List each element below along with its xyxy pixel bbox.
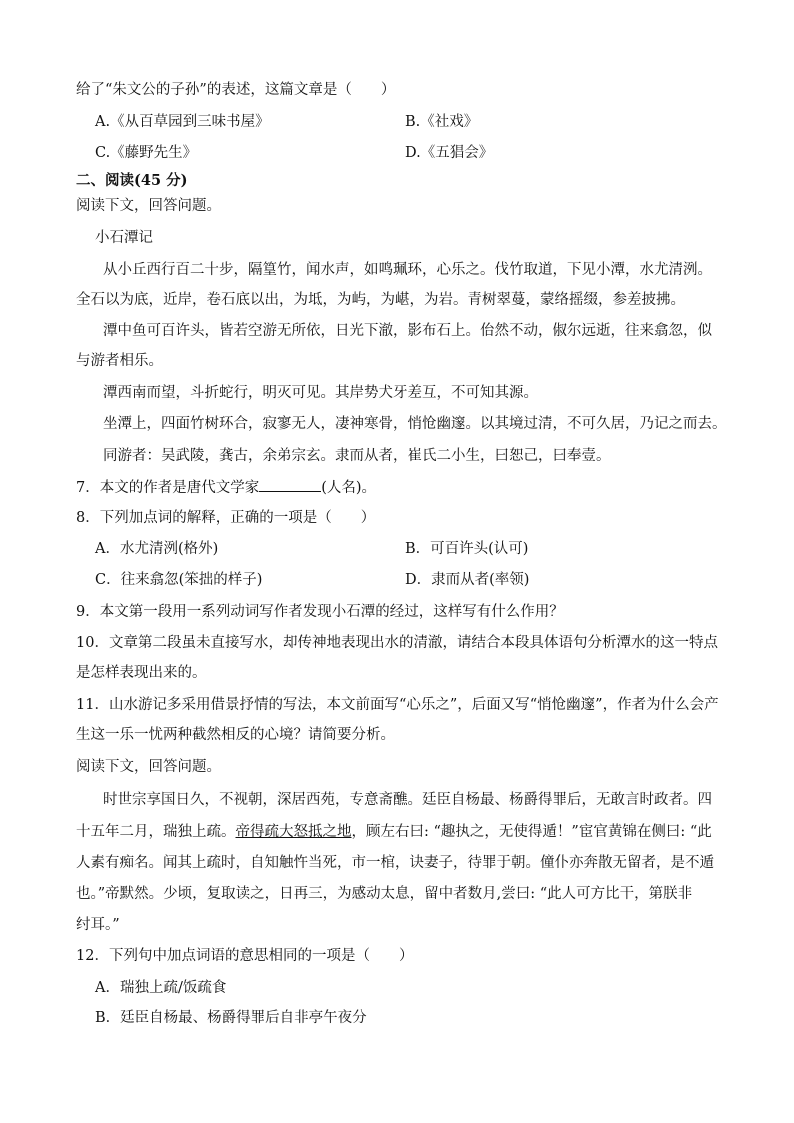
passage-p3: 潭西南而望，斗折蛇行，明灭可见。其岸势犬牙差互，不可知其源。 xyxy=(103,385,538,401)
q6-option-d: D.《五猖会》 xyxy=(405,145,494,161)
q12-stem: 12．下列句中加点词语的意思相同的一项是（ ） xyxy=(76,948,414,964)
underlined-sentence: 帝得疏大怒抵之地 xyxy=(235,824,352,840)
passage2-line1: 时世宗享国日久，不视朝，深居西苑，专意斋醮。廷臣自杨最、杨爵得罪后，无敢言时政者。四 xyxy=(103,792,712,808)
q8-option-d: D．隶而从者(率领) xyxy=(405,572,530,588)
passage2-line3: 人素有痴名。闻其上疏时，自知触忤当死，市一棺，诀妻子，待罪于朝。僮仆亦奔散无留者，是不遁 xyxy=(76,855,714,871)
passage-p1-line2: 全石以为底，近岸，卷石底以出，为坻，为屿，为嵁，为岩。青树翠蔓，蒙络摇缀，参差披拂。 xyxy=(76,292,685,308)
q6-option-c: C.《藤野先生》 xyxy=(95,145,198,161)
passage-title: 小石潭记 xyxy=(95,230,153,246)
q10-line2: 是怎样表现出来的。 xyxy=(76,665,207,681)
q8-option-c: C．往来翕忽(笨拙的样子) xyxy=(95,572,263,588)
q6-stem: 给了“朱文公的子孙”的表述，这篇文章是（ ） xyxy=(76,82,396,98)
q12-option-a: A．瑞独上疏/饭疏食 xyxy=(95,980,227,996)
q6-option-b: B.《社戏》 xyxy=(405,114,479,130)
passage2-line5: 纣耳。” xyxy=(76,917,120,933)
q7-text-after: (人名)。 xyxy=(321,480,377,496)
q8-stem: 8．下列加点词的解释，正确的一项是（ ） xyxy=(76,510,376,526)
passage-p5: 同游者：吴武陵，龚古，余弟宗玄。隶而从者，崔氏二小生，曰恕己，曰奉壹。 xyxy=(103,448,611,464)
q8-option-b: B．可百许头(认可) xyxy=(405,541,529,557)
reading-intro: 阅读下文，回答问题。 xyxy=(76,198,221,214)
q6-option-a: A.《从百草园到三味书屋》 xyxy=(95,114,270,130)
q11-line2: 生这一乐一忧两种截然相反的心境？请简要分析。 xyxy=(76,727,395,743)
q10-line1: 10．文章第二段虽未直接写水，却传神地表现出水的清澈，请结合本段具体语句分析潭水的这一特点 xyxy=(76,635,718,651)
passage-p2-line1: 潭中鱼可百许头，皆若空游无所依，日光下澈，影布石上。佁然不动，俶尔远逝，往来翕忽，似 xyxy=(103,323,712,339)
passage-p4: 坐潭上，四面竹树环合，寂寥无人，凄神寒骨，悄怆幽邃。以其境过清，不可久居，乃记之而去。 xyxy=(103,416,727,432)
q7-text-before: 7．本文的作者是唐代文学家 xyxy=(76,480,260,496)
passage2-intro: 阅读下文，回答问题。 xyxy=(76,759,221,775)
section-heading: 二、阅读(45 分) xyxy=(76,172,188,189)
passage2-line4: 也。”帝默然。少顷，复取读之，日再三，为感动太息，留中者数月,尝曰: “此人可方比干，第朕非 xyxy=(76,886,693,902)
q8-option-a: A．水尤清洌(格外) xyxy=(95,541,219,557)
q12-option-b: B．廷臣自杨最、杨爵得罪后自非亭午夜分 xyxy=(95,1010,367,1026)
q9: 9．本文第一段用一系列动词写作者发现小石潭的经过，这样写有什么作用？ xyxy=(76,604,564,620)
passage-p1-line1: 从小丘西行百二十步，隔篁竹，闻水声，如鸣珮环，心乐之。伐竹取道，下见小潭，水尤清洌。 xyxy=(103,262,712,278)
passage2-line2 xyxy=(76,822,734,842)
passage2-line2-end: ，顾左右曰: “趣执之，无使得遁！”宦官黄锦在侧曰: “此 xyxy=(351,824,712,840)
passage-p2-line2: 与游者相乐。 xyxy=(76,353,163,369)
q7-answer-blank[interactable] xyxy=(259,477,321,492)
q7 xyxy=(76,477,734,498)
q11-line1: 11．山水游记多采用借景抒情的写法，本文前面写“心乐之”，后面又写“悄怆幽邃”，作者为什么会产 xyxy=(76,697,719,713)
passage2-line2-start: 十五年二月，瑞独上疏。 xyxy=(76,824,236,840)
